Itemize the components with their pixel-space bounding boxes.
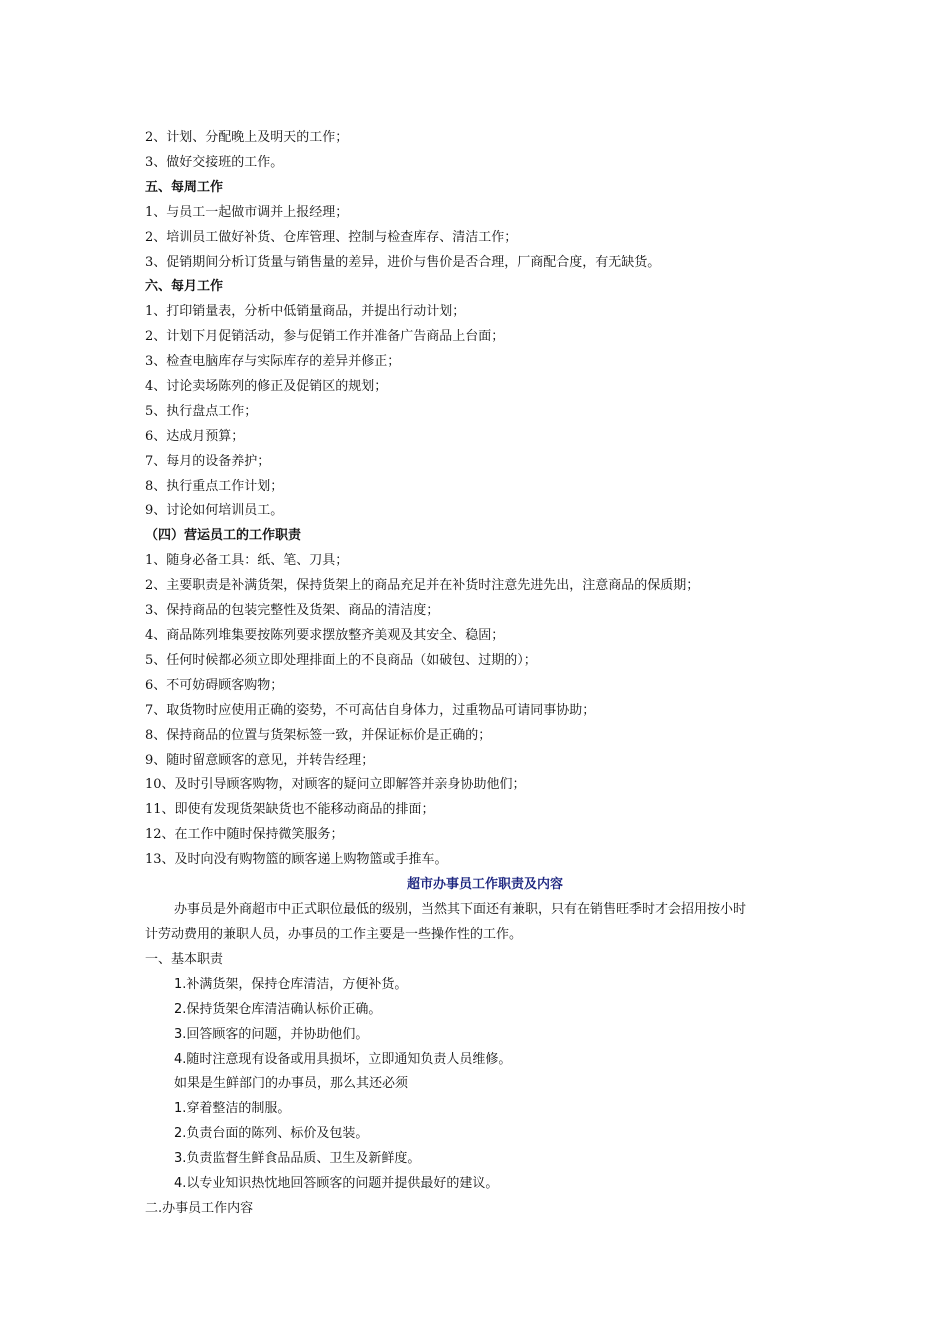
basic-duty-item: 3.回答顾客的问题，并协助他们。 <box>174 1027 369 1042</box>
staff-item: 2、主要职责是补满货架，保持货架上的商品充足并在补货时注意先进先出，注意商品的保质期； <box>145 578 700 593</box>
section-title: 超市办事员工作职责及内容 <box>406 877 563 892</box>
monthly-item: 8、执行重点工作计划； <box>145 479 284 494</box>
staff-item: 9、随时留意顾客的意见，并转告经理； <box>145 753 375 768</box>
fresh-duty-item: 3.负责监督生鲜食品品质、卫生及新鲜度。 <box>174 1151 421 1166</box>
staff-item: 4、商品陈列堆集要按陈列要求摆放整齐美观及其安全、稳固； <box>145 628 505 643</box>
staff-item: 5、任何时候都必须立即处理排面上的不良商品（如破包、过期的）； <box>145 653 537 668</box>
monthly-item: 7、每月的设备养护； <box>145 454 271 469</box>
monthly-item: 4、讨论卖场陈列的修正及促销区的规划； <box>145 379 388 394</box>
work-content-heading: 二.办事员工作内容 <box>145 1201 254 1216</box>
fresh-duty-item: 2.负责台面的陈列、标价及包装。 <box>174 1126 369 1141</box>
monthly-item: 1、打印销量表，分析中低销量商品，并提出行动计划； <box>145 304 466 319</box>
staff-item: 12、在工作中随时保持微笑服务； <box>145 827 344 842</box>
monthly-item: 3、检查电脑库存与实际库存的差异并修正； <box>145 354 401 369</box>
staff-item: 11、即使有发现货架缺货也不能移动商品的排面； <box>145 802 435 817</box>
daily-item: 2、计划、分配晚上及明天的工作； <box>145 130 349 145</box>
intro-paragraph-line: 办事员是外商超市中正式职位最低的级别，当然其下面还有兼职，只有在销售旺季时才会招用按小时 <box>174 902 747 917</box>
monthly-item: 5、执行盘点工作； <box>145 404 258 419</box>
monthly-item: 2、计划下月促销活动，参与促销工作并准备广告商品上台面； <box>145 329 505 344</box>
weekly-item: 1、与员工一起做市调并上报经理； <box>145 205 349 220</box>
staff-heading: （四）营运员工的工作职责 <box>145 528 302 543</box>
staff-item: 13、及时向没有购物篮的顾客递上购物篮或手推车。 <box>145 852 448 867</box>
staff-item: 8、保持商品的位置与货架标签一致，并保证标价是正确的； <box>145 728 492 743</box>
basic-duty-item: 4.随时注意现有设备或用具损坏，立即通知负责人员维修。 <box>174 1052 512 1067</box>
basic-duties-heading: 一、基本职责 <box>145 952 224 967</box>
staff-item: 10、及时引导顾客购物，对顾客的疑问立即解答并亲身协助他们； <box>145 777 526 792</box>
monthly-item: 9、讨论如何培训员工。 <box>145 503 284 518</box>
daily-item: 3、做好交接班的工作。 <box>145 155 284 170</box>
basic-duty-item: 2.保持货架仓库清洁确认标价正确。 <box>174 1002 382 1017</box>
staff-item: 7、取货物时应使用正确的姿势，不可高估自身体力，过重物品可请同事协助； <box>145 703 596 718</box>
weekly-item: 2、培训员工做好补货、仓库管理、控制与检查库存、清洁工作； <box>145 230 518 245</box>
staff-item: 1、随身必备工具：纸、笔、刀具； <box>145 553 349 568</box>
basic-duty-item: 1.补满货架，保持仓库清洁，方便补货。 <box>174 977 408 992</box>
fresh-duty-item: 1.穿着整洁的制服。 <box>174 1101 291 1116</box>
intro-paragraph-line: 计劳动费用的兼职人员，办事员的工作主要是一些操作性的工作。 <box>145 927 523 942</box>
fresh-duty-item: 4.以专业知识热忱地回答顾客的问题并提供最好的建议。 <box>174 1176 499 1191</box>
monthly-item: 6、达成月预算； <box>145 429 245 444</box>
staff-item: 6、不可妨碍顾客购物； <box>145 678 284 693</box>
weekly-heading: 五、每周工作 <box>145 180 224 195</box>
staff-item: 3、保持商品的包装完整性及货架、商品的清洁度； <box>145 603 440 618</box>
fresh-dept-intro: 如果是生鲜部门的办事员，那么其还必须 <box>174 1076 409 1091</box>
monthly-heading: 六、每月工作 <box>145 279 224 294</box>
weekly-item: 3、促销期间分析订货量与销售量的差异，进价与售价是否合理，厂商配合度，有无缺货。 <box>145 255 661 270</box>
